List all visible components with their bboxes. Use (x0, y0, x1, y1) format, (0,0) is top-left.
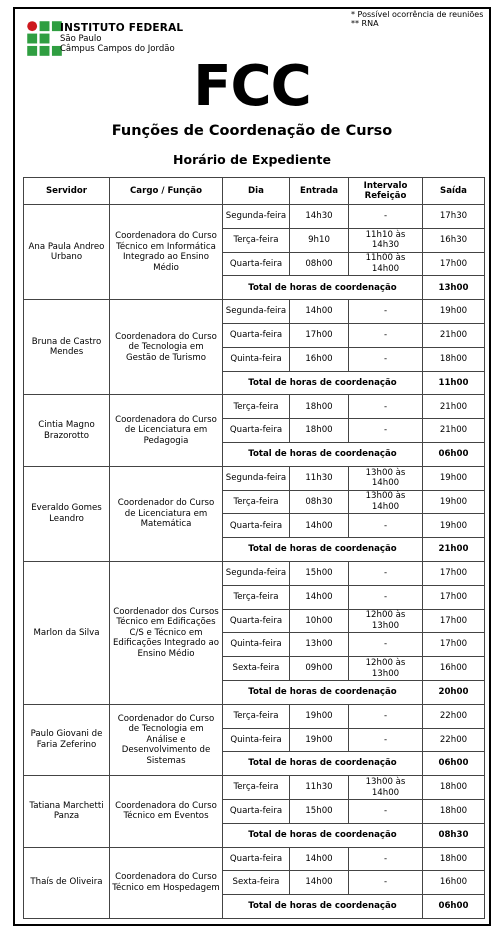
cell-intervalo: 13h00 às 14h00 (349, 776, 423, 800)
cell-cargo: Coordenador do Curso de Tecnologia em Análise e Desenvolvimento de Sistemas (110, 704, 223, 775)
cell-dia: Quarta-feira (223, 419, 290, 443)
cell-servidor: Paulo Giovani de Faria Zeferino (24, 704, 110, 775)
cell-entrada: 9h10 (290, 228, 349, 252)
cell-intervalo: - (349, 799, 423, 823)
cell-intervalo: 11h10 às 14h30 (349, 228, 423, 252)
cell-servidor: Bruna de Castro Mendes (24, 300, 110, 395)
cell-saida: 16h00 (423, 871, 485, 895)
cell-saida: 17h00 (423, 609, 485, 633)
notes (351, 10, 483, 28)
cell-intervalo: - (349, 205, 423, 229)
cell-entrada: 13h00 (290, 633, 349, 657)
cell-intervalo: 13h00 às 14h00 (349, 490, 423, 514)
cell-entrada: 18h00 (290, 419, 349, 443)
cell-saida: 16h00 (423, 657, 485, 681)
cell-intervalo: - (349, 561, 423, 585)
total-label: Total de horas de coordenação (223, 823, 423, 847)
total-label: Total de horas de coordenação (223, 752, 423, 776)
cell-saida: 18h00 (423, 347, 485, 371)
cell-dia: Terça-feira (223, 585, 290, 609)
institution-name-block (60, 22, 183, 54)
cell-dia: Sexta-feira (223, 657, 290, 681)
cell-intervalo: 13h00 às 14h00 (349, 466, 423, 490)
institution-campus: Câmpus Campos do Jordão (60, 44, 175, 54)
total-value: 06h00 (423, 895, 485, 919)
cell-servidor: Ana Paula Andreo Urbano (24, 205, 110, 300)
header-dia: Dia (223, 178, 290, 205)
cell-dia: Quarta-feira (223, 323, 290, 347)
cell-intervalo: - (349, 871, 423, 895)
header-entrada: Entrada (290, 178, 349, 205)
cell-intervalo: - (349, 633, 423, 657)
total-label: Total de horas de coordenação (223, 276, 423, 300)
cell-servidor: Marlon da Silva (24, 561, 110, 704)
note-1: * Possível ocorrência de reuniões (351, 10, 484, 19)
schedule-table (23, 177, 485, 919)
header-intervalo: Intervalo Refeição (349, 178, 423, 205)
cell-entrada: 19h00 (290, 704, 349, 728)
table-row (24, 561, 485, 585)
total-label: Total de horas de coordenação (223, 538, 423, 562)
header-saida: Saída (423, 178, 485, 205)
cell-dia: Quinta-feira (223, 347, 290, 371)
cell-intervalo: - (349, 323, 423, 347)
total-label: Total de horas de coordenação (223, 680, 423, 704)
cell-intervalo: - (349, 585, 423, 609)
cell-dia: Quarta-feira (223, 252, 290, 276)
total-value: 06h00 (423, 442, 485, 466)
cell-saida: 18h00 (423, 847, 485, 871)
cell-dia: Terça-feira (223, 704, 290, 728)
cell-cargo: Coordenador dos Cursos Técnico em Edificações C/S e Técnico em Edificações Integrado ao Ensino Médio (110, 561, 223, 704)
cell-dia: Terça-feira (223, 395, 290, 419)
cell-cargo: Coordenadora do Curso Técnico em Hospedagem (110, 847, 223, 918)
cell-cargo: Coordenadora do Curso de Tecnologia em Gestão de Turismo (110, 300, 223, 395)
cell-entrada: 15h00 (290, 799, 349, 823)
cell-dia: Quarta-feira (223, 847, 290, 871)
total-value: 11h00 (423, 371, 485, 395)
cell-saida: 21h00 (423, 323, 485, 347)
logo-red-dot (27, 21, 37, 31)
cell-dia: Quinta-feira (223, 633, 290, 657)
cell-dia: Quarta-feira (223, 609, 290, 633)
cell-entrada: 14h00 (290, 847, 349, 871)
cell-dia: Quinta-feira (223, 728, 290, 752)
cell-intervalo: - (349, 704, 423, 728)
table-row (24, 466, 485, 490)
cell-servidor: Tatiana Marchetti Panza (24, 776, 110, 847)
table-header-row (24, 178, 485, 205)
cell-servidor: Everaldo Gomes Leandro (24, 466, 110, 561)
cell-dia: Segunda-feira (223, 466, 290, 490)
cell-intervalo: 11h00 às 14h00 (349, 252, 423, 276)
cell-saida: 17h00 (423, 252, 485, 276)
cell-saida: 19h00 (423, 490, 485, 514)
cell-cargo: Coordenadora do Curso Técnico em Informática Integrado ao Ensino Médio (110, 205, 223, 300)
total-value: 20h00 (423, 680, 485, 704)
cell-entrada: 16h00 (290, 347, 349, 371)
cell-saida: 19h00 (423, 514, 485, 538)
table-row (24, 776, 485, 800)
cell-intervalo: - (349, 514, 423, 538)
total-label: Total de horas de coordenação (223, 371, 423, 395)
cell-cargo: Coordenador do Curso de Licenciatura em Matemática (110, 466, 223, 561)
cell-entrada: 09h00 (290, 657, 349, 681)
cell-intervalo: - (349, 347, 423, 371)
total-value: 21h00 (423, 538, 485, 562)
cell-entrada: 08h00 (290, 252, 349, 276)
cell-dia: Sexta-feira (223, 871, 290, 895)
cell-entrada: 19h00 (290, 728, 349, 752)
cell-entrada: 11h30 (290, 466, 349, 490)
cell-dia: Quarta-feira (223, 799, 290, 823)
cell-entrada: 14h00 (290, 300, 349, 324)
cell-intervalo: - (349, 395, 423, 419)
page-subtitle-2: Horário de Expediente (173, 152, 331, 167)
cell-saida: 21h00 (423, 395, 485, 419)
cell-intervalo: - (349, 300, 423, 324)
cell-entrada: 14h00 (290, 514, 349, 538)
institution-name: INSTITUTO FEDERAL (60, 22, 184, 34)
document-page (13, 7, 491, 926)
cell-servidor: Thaís de Oliveira (24, 847, 110, 918)
cell-entrada: 18h00 (290, 395, 349, 419)
cell-dia: Segunda-feira (223, 561, 290, 585)
total-value: 08h30 (423, 823, 485, 847)
cell-saida: 19h00 (423, 466, 485, 490)
total-label: Total de horas de coordenação (223, 442, 423, 466)
cell-entrada: 15h00 (290, 561, 349, 585)
cell-saida: 22h00 (423, 728, 485, 752)
cell-entrada: 17h00 (290, 323, 349, 347)
header-servidor: Servidor (24, 178, 110, 205)
cell-entrada: 11h30 (290, 776, 349, 800)
cell-saida: 17h00 (423, 585, 485, 609)
cell-dia: Quarta-feira (223, 514, 290, 538)
cell-entrada: 14h30 (290, 205, 349, 229)
page-subtitle: Funções de Coordenação de Curso (111, 123, 393, 139)
cell-saida: 16h30 (423, 228, 485, 252)
cell-dia: Terça-feira (223, 490, 290, 514)
cell-saida: 18h00 (423, 799, 485, 823)
cell-cargo: Coordenadora do Curso Técnico em Eventos (110, 776, 223, 847)
cell-dia: Segunda-feira (223, 205, 290, 229)
page-title: FCC (193, 54, 311, 119)
note-2: ** RNA (351, 19, 379, 28)
cell-intervalo: - (349, 419, 423, 443)
table-row (24, 395, 485, 419)
cell-saida: 19h00 (423, 300, 485, 324)
cell-dia: Terça-feira (223, 776, 290, 800)
cell-intervalo: 12h00 às 13h00 (349, 609, 423, 633)
table-row (24, 205, 485, 229)
institution-state: São Paulo (60, 34, 102, 44)
table-row (24, 704, 485, 728)
cell-intervalo: - (349, 847, 423, 871)
cell-saida: 17h30 (423, 205, 485, 229)
cell-entrada: 14h00 (290, 585, 349, 609)
cell-servidor: Cintia Magno Brazorotto (24, 395, 110, 466)
total-label: Total de horas de coordenação (223, 895, 423, 919)
cell-saida: 17h00 (423, 561, 485, 585)
table-row (24, 847, 485, 871)
cell-entrada: 14h00 (290, 871, 349, 895)
total-value: 06h00 (423, 752, 485, 776)
table-row (24, 300, 485, 324)
total-value: 13h00 (423, 276, 485, 300)
cell-dia: Segunda-feira (223, 300, 290, 324)
cell-saida: 18h00 (423, 776, 485, 800)
cell-entrada: 10h00 (290, 609, 349, 633)
header-cargo: Cargo / Função (110, 178, 223, 205)
cell-intervalo: 12h00 às 13h00 (349, 657, 423, 681)
cell-saida: 21h00 (423, 419, 485, 443)
cell-saida: 17h00 (423, 633, 485, 657)
cell-dia: Terça-feira (223, 228, 290, 252)
cell-entrada: 08h30 (290, 490, 349, 514)
cell-saida: 22h00 (423, 704, 485, 728)
cell-cargo: Coordenadora do Curso de Licenciatura em Pedagogia (110, 395, 223, 466)
cell-intervalo: - (349, 728, 423, 752)
